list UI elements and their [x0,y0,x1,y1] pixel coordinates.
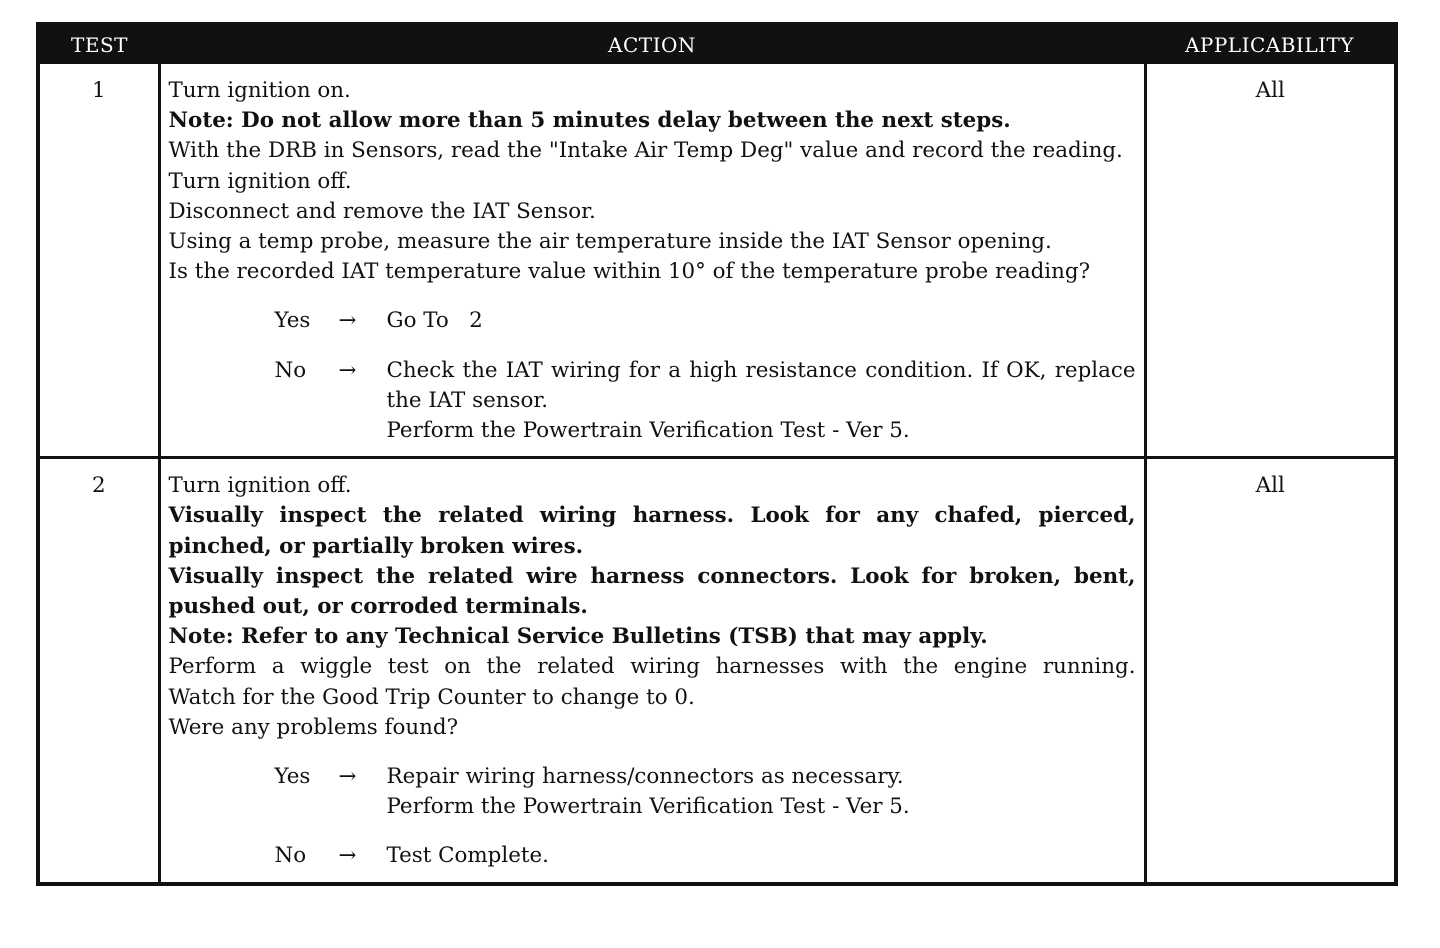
no-text-block [387,356,1136,447]
no-label: No [274,843,307,869]
note-line: Note: Do not allow more than 5 minutes delay between the next steps. [168,108,1011,134]
yes-result [275,306,1136,336]
arrow-icon: → [338,308,357,334]
action-cell [159,458,1145,882]
yes-text-block [387,762,1136,822]
step-line: With the DRB in Sensors, read the "Intake Air Temp Deg" value and record the reading. [168,138,1123,164]
step-line: Using a temp probe, measure the air temperature inside the IAT Sensor opening. [168,229,1052,255]
test-row-2 [40,458,1394,882]
question-line: Were any problems found? [168,714,459,740]
no-result [275,356,1136,447]
action-cell [159,64,1145,458]
step-line: Turn ignition off. [168,473,352,499]
no-text: Check the IAT wiring for a high resistance condition. If OK, replace the IAT sensor. [386,357,1136,413]
applicability-value: All [1145,458,1394,882]
inspect-line: Visually inspect the related wire harness connectors. Look for broken, bent, pushed out, or corroded terminals. [168,563,1136,620]
yes-label: Yes [274,308,311,334]
step-line: Watch for the Good Trip Counter to change to 0. [168,684,695,710]
note-line: Note: Refer to any Technical Service Bulletins (TSB) that may apply. [168,624,988,650]
step-line: Turn ignition on. [168,78,351,103]
step-line: Turn ignition off. [168,168,352,194]
arrow-icon: → [338,357,357,383]
arrow-icon: → [338,764,357,790]
header-action: ACTION [159,26,1145,64]
header-row [40,26,1394,64]
step-line: Disconnect and remove the IAT Sensor. [168,198,596,224]
question-line: Is the recorded IAT temperature value within 10° of the temperature probe reading? [168,259,1091,285]
test-number: 2 [40,458,159,882]
no-text: Test Complete. [386,843,549,869]
diagnostic-table [36,22,1398,886]
no-label: No [274,357,307,383]
yes-result [275,762,1136,822]
yes-text: Repair wiring harness/connectors as necessary. [386,764,904,790]
header-applicability: APPLICABILITY [1145,26,1394,64]
yes-text: Go To 2 [386,308,483,334]
yes-label: Yes [274,764,311,790]
test-number: 1 [91,78,106,103]
test-row-1 [40,64,1394,458]
applicability-value: All [1255,78,1285,103]
step-line: Perform a wiggle test on the related wiring harnesses with the engine running. [168,654,1136,680]
no-result [275,841,1136,871]
yes-text-2: Perform the Powertrain Verification Test - Ver 5. [386,794,910,820]
header-test: TEST [40,26,159,64]
arrow-icon: → [338,843,357,869]
no-text-2: Perform the Powertrain Verification Test - Ver 5. [386,418,910,444]
inspect-line: Visually inspect the related wiring harness. Look for any chafed, pierced, pinched, or partially broken wires. [168,503,1136,559]
